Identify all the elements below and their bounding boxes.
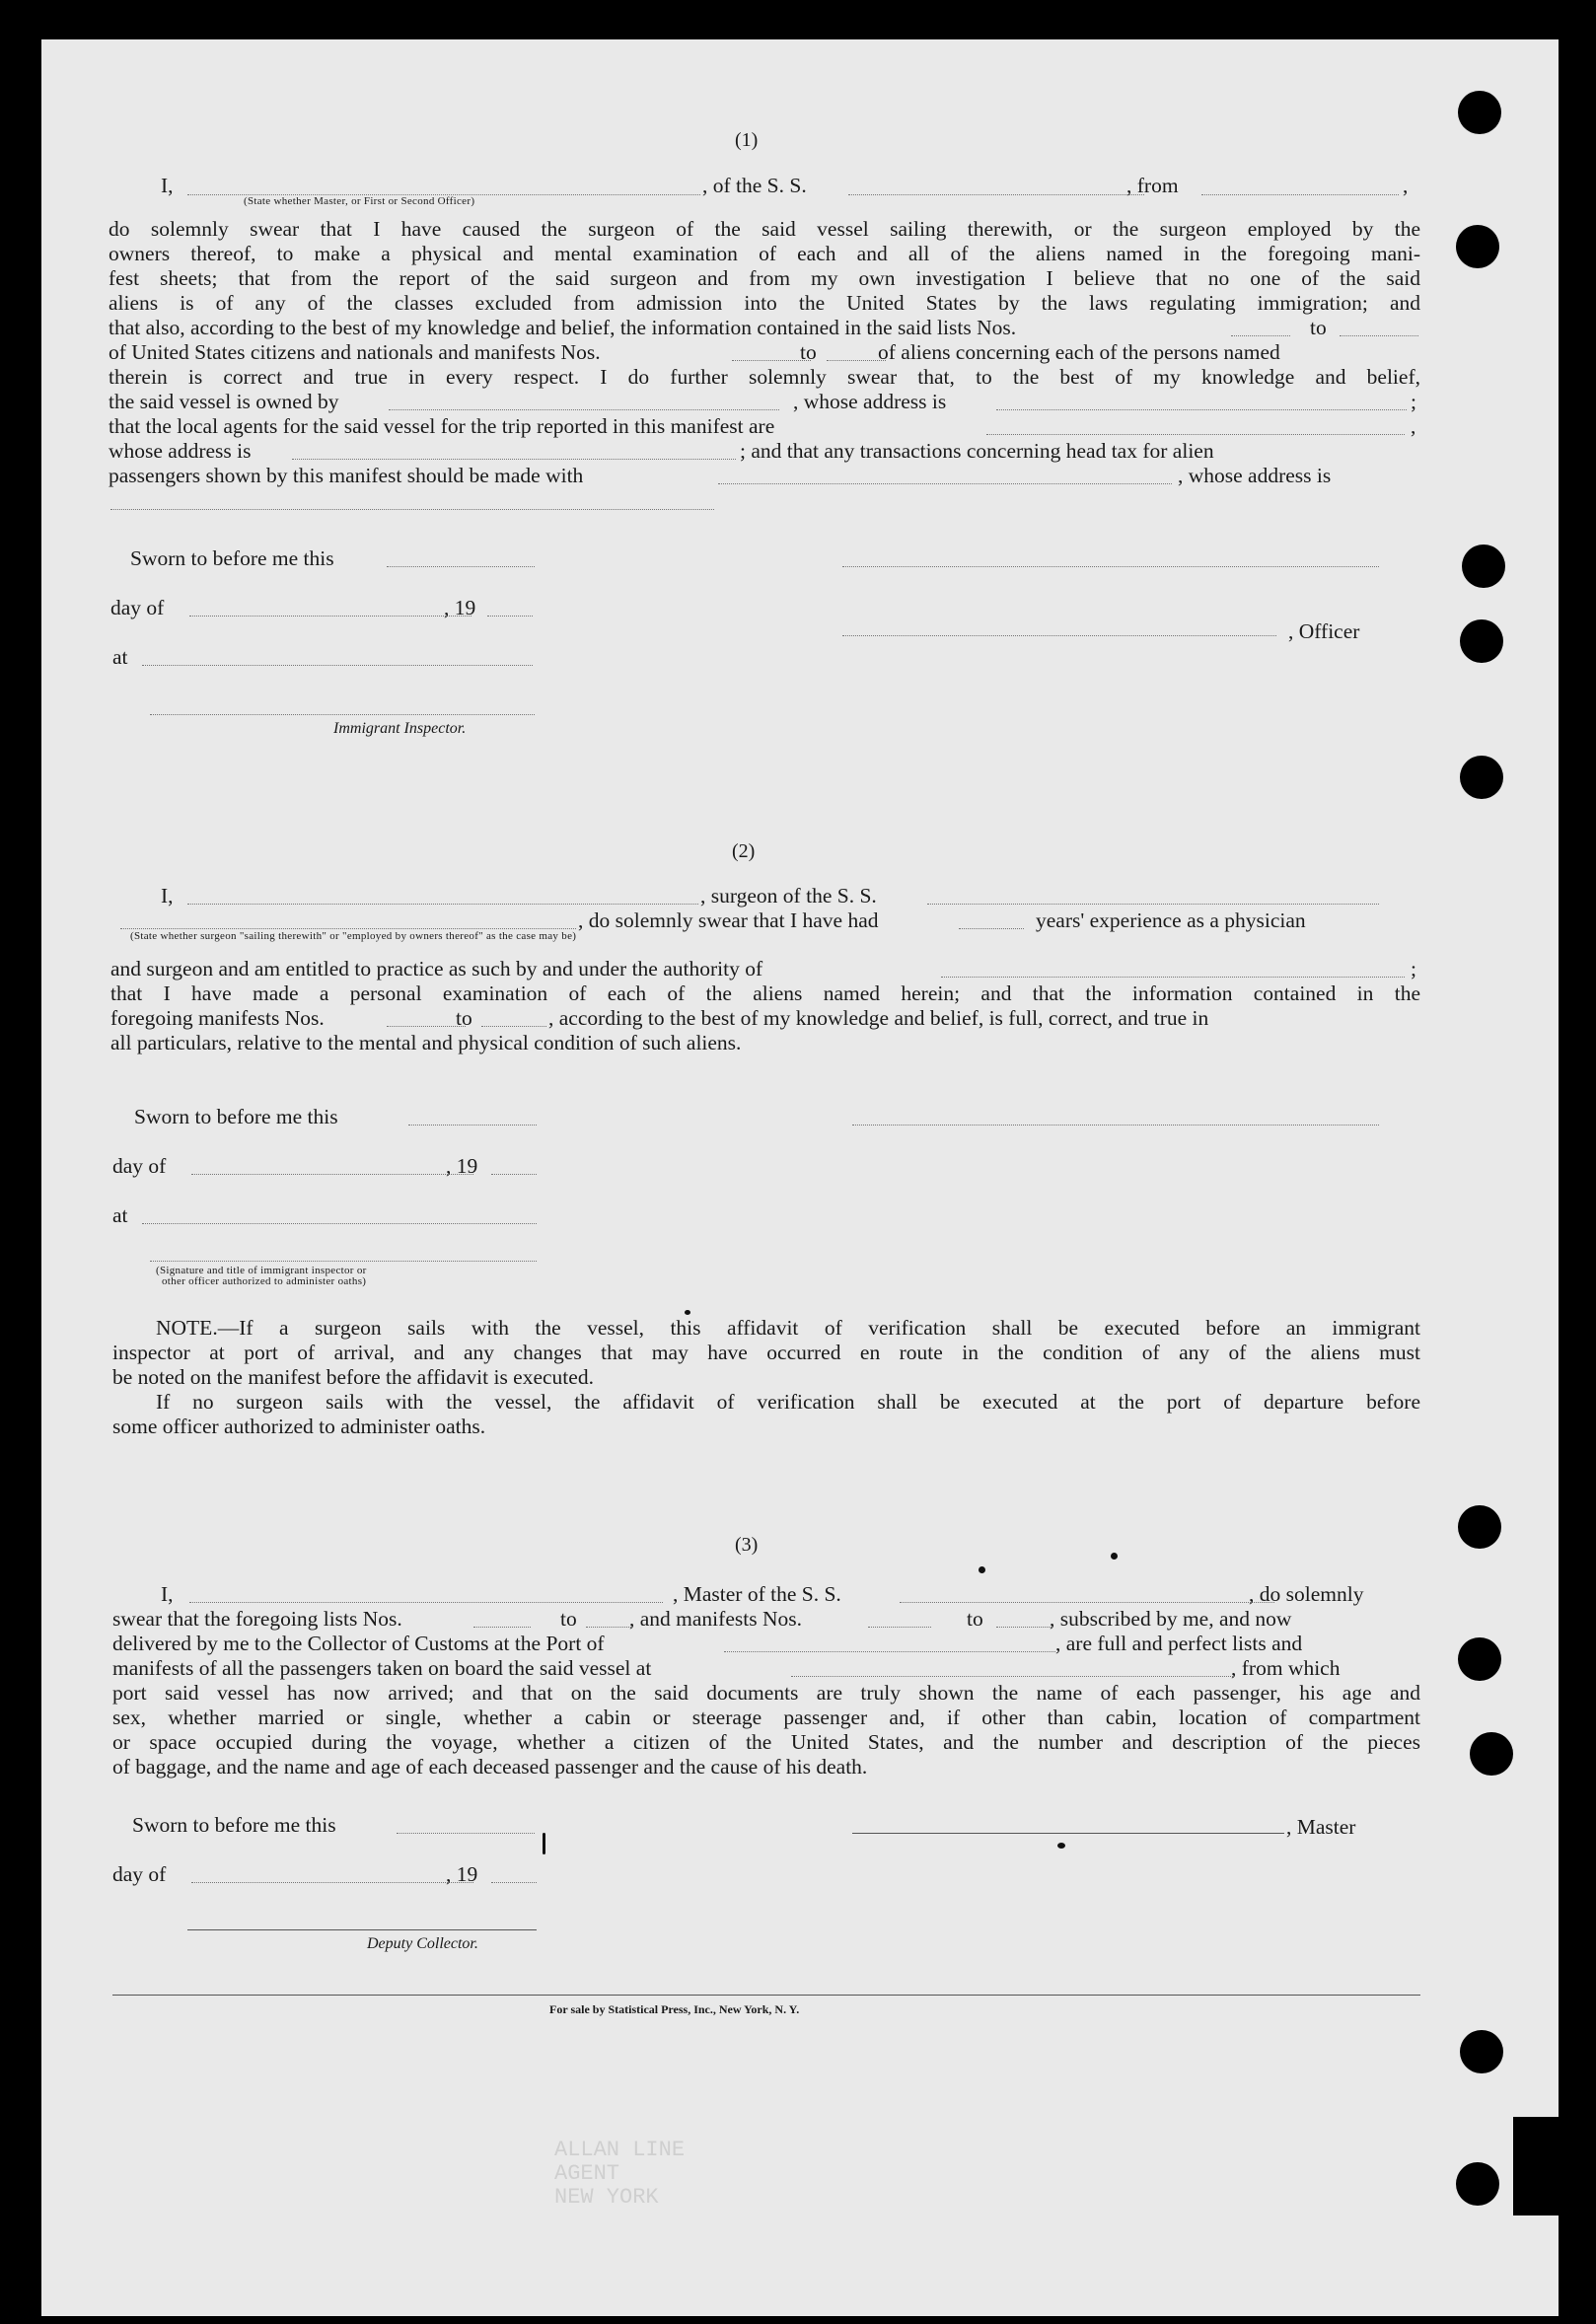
stamp-line-2: AGENT <box>554 2161 620 2186</box>
s1-sworn-blank[interactable] <box>387 566 535 567</box>
s1-line-6b: to <box>800 340 817 364</box>
punch-hole <box>1458 1637 1501 1681</box>
s3-line-4a: manifests of all the passengers taken on board the said vessel at <box>112 1656 652 1680</box>
s3-line-3a: delivered by me to the Collector of Customs at the Port of <box>112 1632 605 1655</box>
s1-line-10b: ; and that any transactions concerning head tax for alien <box>740 439 1214 463</box>
s1-comma: , <box>1403 174 1409 197</box>
s2-surgeon-name-blank[interactable] <box>187 904 698 905</box>
s1-line-4: aliens is of any of the classes excluded from admission into the United States by the laws regulating immigration; and <box>109 291 1420 315</box>
s1-line-8a: the said vessel is owned by <box>109 390 339 413</box>
s1-line-1: do solemnly swear that I have caused the surgeon of the said vessel sailing therewith, or the surgeon employed by the <box>109 217 1420 241</box>
s2-sig-hint-2: other officer authorized to administer oaths) <box>162 1275 367 1287</box>
s2-capacity-blank[interactable] <box>120 928 576 929</box>
s1-day-blank[interactable] <box>189 616 472 617</box>
s2-line-5b: to <box>456 1006 472 1030</box>
ink-speck <box>1111 1553 1118 1560</box>
s1-line-9c: , <box>1411 414 1416 438</box>
s3-lists-from-blank[interactable] <box>473 1627 531 1628</box>
s2-years: years' experience as a physician <box>1036 908 1306 932</box>
s2-inspector-signature-blank[interactable] <box>150 1261 537 1262</box>
s2-line-6: all particulars, relative to the mental and physical condition of such aliens. <box>110 1031 742 1054</box>
s3-line-3b: , are full and perfect lists and <box>1055 1632 1303 1655</box>
s1-from-blank[interactable] <box>1201 194 1399 195</box>
s2-line-4-wrap <box>110 981 1420 1006</box>
s2-signature-blank[interactable] <box>852 1125 1379 1126</box>
s3-master-name-blank[interactable] <box>189 1602 663 1603</box>
s1-line-5b: to <box>1310 316 1327 339</box>
punch-hole <box>1460 2030 1503 2073</box>
s3-line-2c: , and manifests Nos. <box>629 1607 802 1631</box>
s2-note-line-5: some officer authorized to administer oaths. <box>112 1415 486 1438</box>
s2-swear: , do solemnly swear that I have had <box>578 908 879 932</box>
section-3-number: (3) <box>735 1534 759 1556</box>
punch-hole <box>1458 91 1501 134</box>
s1-year-prefix: , 19 <box>444 596 476 619</box>
s1-paragraph <box>109 217 1420 326</box>
s2-manifests-from-blank[interactable] <box>387 1026 466 1027</box>
s3-sworn-label: Sworn to before me this <box>132 1813 336 1837</box>
ink-speck <box>685 1310 690 1315</box>
s1-manifests-to-blank[interactable] <box>827 360 886 361</box>
page-edge-tear <box>1513 2117 1559 2215</box>
s1-line-7: therein is correct and true in every respect. I do further solemnly swear that, to the best of my knowledge and belief, <box>109 365 1420 389</box>
s2-line-4: that I have made a personal examination of each of the aliens named herein; and that the information contained in the <box>110 981 1420 1005</box>
s2-line-3: and surgeon and am entitled to practice as such by and under the authority of <box>110 957 763 980</box>
s1-headtax-address-blank[interactable] <box>110 509 714 510</box>
section-1-number: (1) <box>735 129 759 151</box>
punch-hole <box>1456 225 1499 268</box>
s3-collector-signature-blank[interactable] <box>187 1929 537 1930</box>
s3-line-4b: , from which <box>1231 1656 1341 1680</box>
s1-line-7-wrap <box>109 365 1420 390</box>
footer-rule <box>112 1995 1420 1996</box>
s3-line-6: sex, whether married or single, whether a cabin or steerage passenger and, if other than cabin, location of compartment <box>112 1706 1420 1729</box>
section-2-number: (2) <box>732 840 756 862</box>
s2-note-line-3: be noted on the manifest before the affidavit is executed. <box>112 1365 594 1389</box>
s2-surgeon-of: , surgeon of the S. S. <box>700 884 877 908</box>
s1-signature-blank[interactable] <box>842 566 1379 567</box>
punch-hole <box>1456 2162 1499 2206</box>
ink-speck <box>543 1833 545 1854</box>
s3-sworn-blank[interactable] <box>397 1833 535 1834</box>
s1-line-8b: , whose address is <box>793 390 947 413</box>
s3-master-of: , Master of the S. S. <box>673 1582 841 1606</box>
s3-paragraph <box>112 1681 1420 1779</box>
s2-i: I, <box>161 884 174 908</box>
s1-day-label: day of <box>110 596 165 619</box>
ink-speck <box>1057 1843 1065 1849</box>
punch-hole <box>1462 545 1505 588</box>
punch-hole <box>1460 619 1503 663</box>
s2-note-line-1: NOTE.—If a surgeon sails with the vessel, this affidavit of verification shall be executed before an immigrant <box>156 1316 1420 1340</box>
s1-line-3: fest sheets; that from the report of the said surgeon and from my own investigation I believe that no one of the said <box>109 266 1420 290</box>
s3-line-2a: swear that the foregoing lists Nos. <box>112 1607 402 1631</box>
s2-sworn-blank[interactable] <box>408 1125 537 1126</box>
s3-deputy-label: Deputy Collector. <box>367 1935 478 1952</box>
punch-hole <box>1458 1505 1501 1549</box>
s3-do-solemnly: , do solemnly <box>1249 1582 1364 1606</box>
s3-line-2e: , subscribed by me, and now <box>1050 1607 1292 1631</box>
s2-line-3c: ; <box>1411 957 1416 980</box>
s2-note <box>112 1316 1420 1439</box>
s1-lists-from-blank[interactable] <box>1231 335 1290 336</box>
s3-line-8: of baggage, and the name and age of each deceased passenger and the cause of his death. <box>112 1755 868 1779</box>
s2-note-line-4: If no surgeon sails with the vessel, the affidavit of verification shall be executed at the port of departure before <box>156 1390 1420 1414</box>
s2-sig-hint-1: (Signature and title of immigrant inspector or <box>156 1265 367 1276</box>
s2-years-blank[interactable] <box>959 928 1024 929</box>
s3-master-label: , Master <box>1286 1815 1356 1839</box>
s1-ship-blank[interactable] <box>848 194 1144 195</box>
s3-line-2d: to <box>967 1607 983 1631</box>
s1-agents-blank[interactable] <box>986 434 1405 435</box>
s2-year-blank[interactable] <box>491 1174 537 1175</box>
s1-at-label: at <box>112 645 128 669</box>
s1-line-11b: , whose address is <box>1178 464 1332 487</box>
s1-headtax-blank[interactable] <box>718 483 1172 484</box>
s2-ship-blank[interactable] <box>927 904 1379 905</box>
s3-day-label: day of <box>112 1862 167 1886</box>
s3-line-5: port said vessel has now arrived; and that on the said documents are truly shown the name of each passenger, his age and <box>112 1681 1420 1705</box>
s1-line-5a: that also, according to the best of my knowledge and belief, the information contained in the said lists Nos. <box>109 316 1017 339</box>
s2-line-5c: , according to the best of my knowledge and belief, is full, correct, and true in <box>548 1006 1209 1030</box>
s2-day-blank[interactable] <box>191 1174 473 1175</box>
s3-manifests-from-blank[interactable] <box>868 1627 931 1628</box>
s1-officer-signature-blank[interactable] <box>842 635 1276 636</box>
s3-year-prefix: , 19 <box>446 1862 478 1886</box>
document-page <box>41 39 1559 2316</box>
punch-hole <box>1460 756 1503 799</box>
stamp-line-1: ALLAN LINE <box>554 2138 686 2162</box>
punch-hole <box>1470 1732 1513 1776</box>
s1-line-9: that the local agents for the said vessel for the trip reported in this manifest are <box>109 414 775 438</box>
s3-i: I, <box>161 1582 174 1606</box>
s2-manifests-to-blank[interactable] <box>481 1026 546 1027</box>
s1-officer-label: , Officer <box>1288 619 1360 643</box>
s3-line-2b: to <box>560 1607 577 1631</box>
s3-ship-blank[interactable] <box>900 1602 1274 1603</box>
s2-year-prefix: , 19 <box>446 1154 478 1178</box>
s1-i: I, <box>161 174 174 197</box>
s3-boarding-port-blank[interactable] <box>791 1676 1233 1677</box>
s2-authority-blank[interactable] <box>941 977 1405 978</box>
s1-line-6c: of aliens concerning each of the persons named <box>878 340 1280 364</box>
s1-of-ss: , of the S. S. <box>702 174 807 197</box>
s1-line-6a: of United States citizens and nationals and manifests Nos. <box>109 340 601 364</box>
s3-lists-to-blank[interactable] <box>586 1627 631 1628</box>
footer-imprint: For sale by Statistical Press, Inc., New York, N. Y. <box>549 2002 800 2016</box>
stamp-line-3: NEW YORK <box>554 2185 659 2210</box>
s3-master-signature-blank[interactable] <box>852 1833 1284 1834</box>
s1-year-blank[interactable] <box>487 616 533 617</box>
s2-line-5a: foregoing manifests Nos. <box>110 1006 325 1030</box>
s2-at-label: at <box>112 1203 128 1227</box>
s2-at-blank[interactable] <box>142 1223 537 1224</box>
s1-line-2: owners thereof, to make a physical and mental examination of each and all of the aliens named in the foregoing mani- <box>109 242 1420 265</box>
s3-port-blank[interactable] <box>724 1651 1055 1652</box>
s1-line-8c: ; <box>1411 390 1416 413</box>
s1-inspector-label: Immigrant Inspector. <box>333 720 467 737</box>
s2-day-label: day of <box>112 1154 167 1178</box>
s1-owner-blank[interactable] <box>389 409 779 410</box>
s1-agents-address-blank[interactable] <box>292 459 736 460</box>
s1-line-11a: passengers shown by this manifest should be made with <box>109 464 584 487</box>
s1-from: , from <box>1126 174 1179 197</box>
s3-year-blank[interactable] <box>491 1882 537 1883</box>
s2-note-line-2: inspector at port of arrival, and any changes that may have occurred en route in the condition of any of the aliens must <box>112 1341 1420 1364</box>
faint-stamp <box>554 2139 685 2210</box>
s1-manifests-from-blank[interactable] <box>732 360 811 361</box>
s3-day-blank[interactable] <box>191 1882 473 1883</box>
s3-line-7: or space occupied during the voyage, whether a citizen of the United States, and the number and description of the pieces <box>112 1730 1420 1754</box>
s1-line-10a: whose address is <box>109 439 252 463</box>
s1-lists-to-blank[interactable] <box>1340 335 1418 336</box>
s3-manifests-to-blank[interactable] <box>996 1627 1052 1628</box>
ink-speck <box>979 1566 985 1573</box>
s1-owner-address-blank[interactable] <box>996 409 1407 410</box>
s2-sworn-label: Sworn to before me this <box>134 1105 338 1128</box>
s1-officer-hint: (State whether Master, or First or Second Officer) <box>244 195 475 207</box>
s1-inspector-signature-blank[interactable] <box>150 714 535 715</box>
s1-sworn-label: Sworn to before me this <box>130 546 334 570</box>
s1-at-blank[interactable] <box>142 665 533 666</box>
s2-capacity-hint: (State whether surgeon "sailing therewith" or "employed by owners thereof" as the case may be) <box>130 930 577 942</box>
